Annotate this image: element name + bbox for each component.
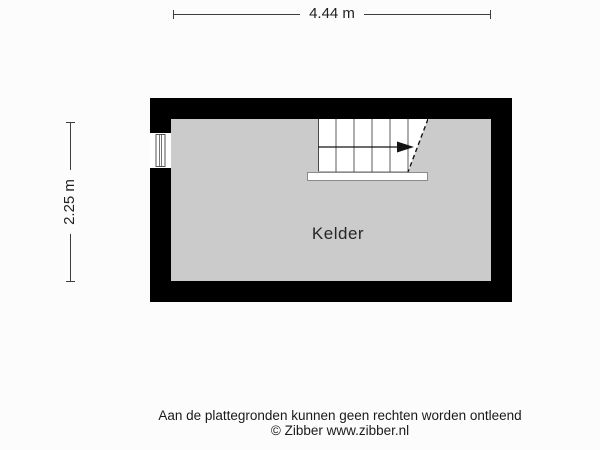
disclaimer-text: Aan de plattegronden kunnen geen rechten worden ontleend: [158, 408, 522, 423]
footer: [80, 408, 600, 438]
height-dimension-tick-bottom: [66, 281, 75, 282]
staircase-icon: [318, 119, 428, 172]
room-name-label: Kelder: [311, 224, 365, 243]
width-dimension: [173, 5, 491, 23]
height-dimension-tick-top: [66, 122, 75, 123]
width-dimension-label: 4.44 m: [300, 5, 364, 22]
copyright-text: © Zibber www.zibber.nl: [270, 423, 410, 438]
window-icon-svg: [150, 133, 171, 168]
room-kelder-plan: [150, 98, 512, 302]
stair-landing-bar: [307, 172, 428, 181]
height-dimension: [61, 170, 79, 234]
window-icon: [150, 133, 171, 168]
height-dimension-label: 2.25 m: [61, 170, 78, 234]
staircase-icon-svg: [318, 119, 428, 172]
